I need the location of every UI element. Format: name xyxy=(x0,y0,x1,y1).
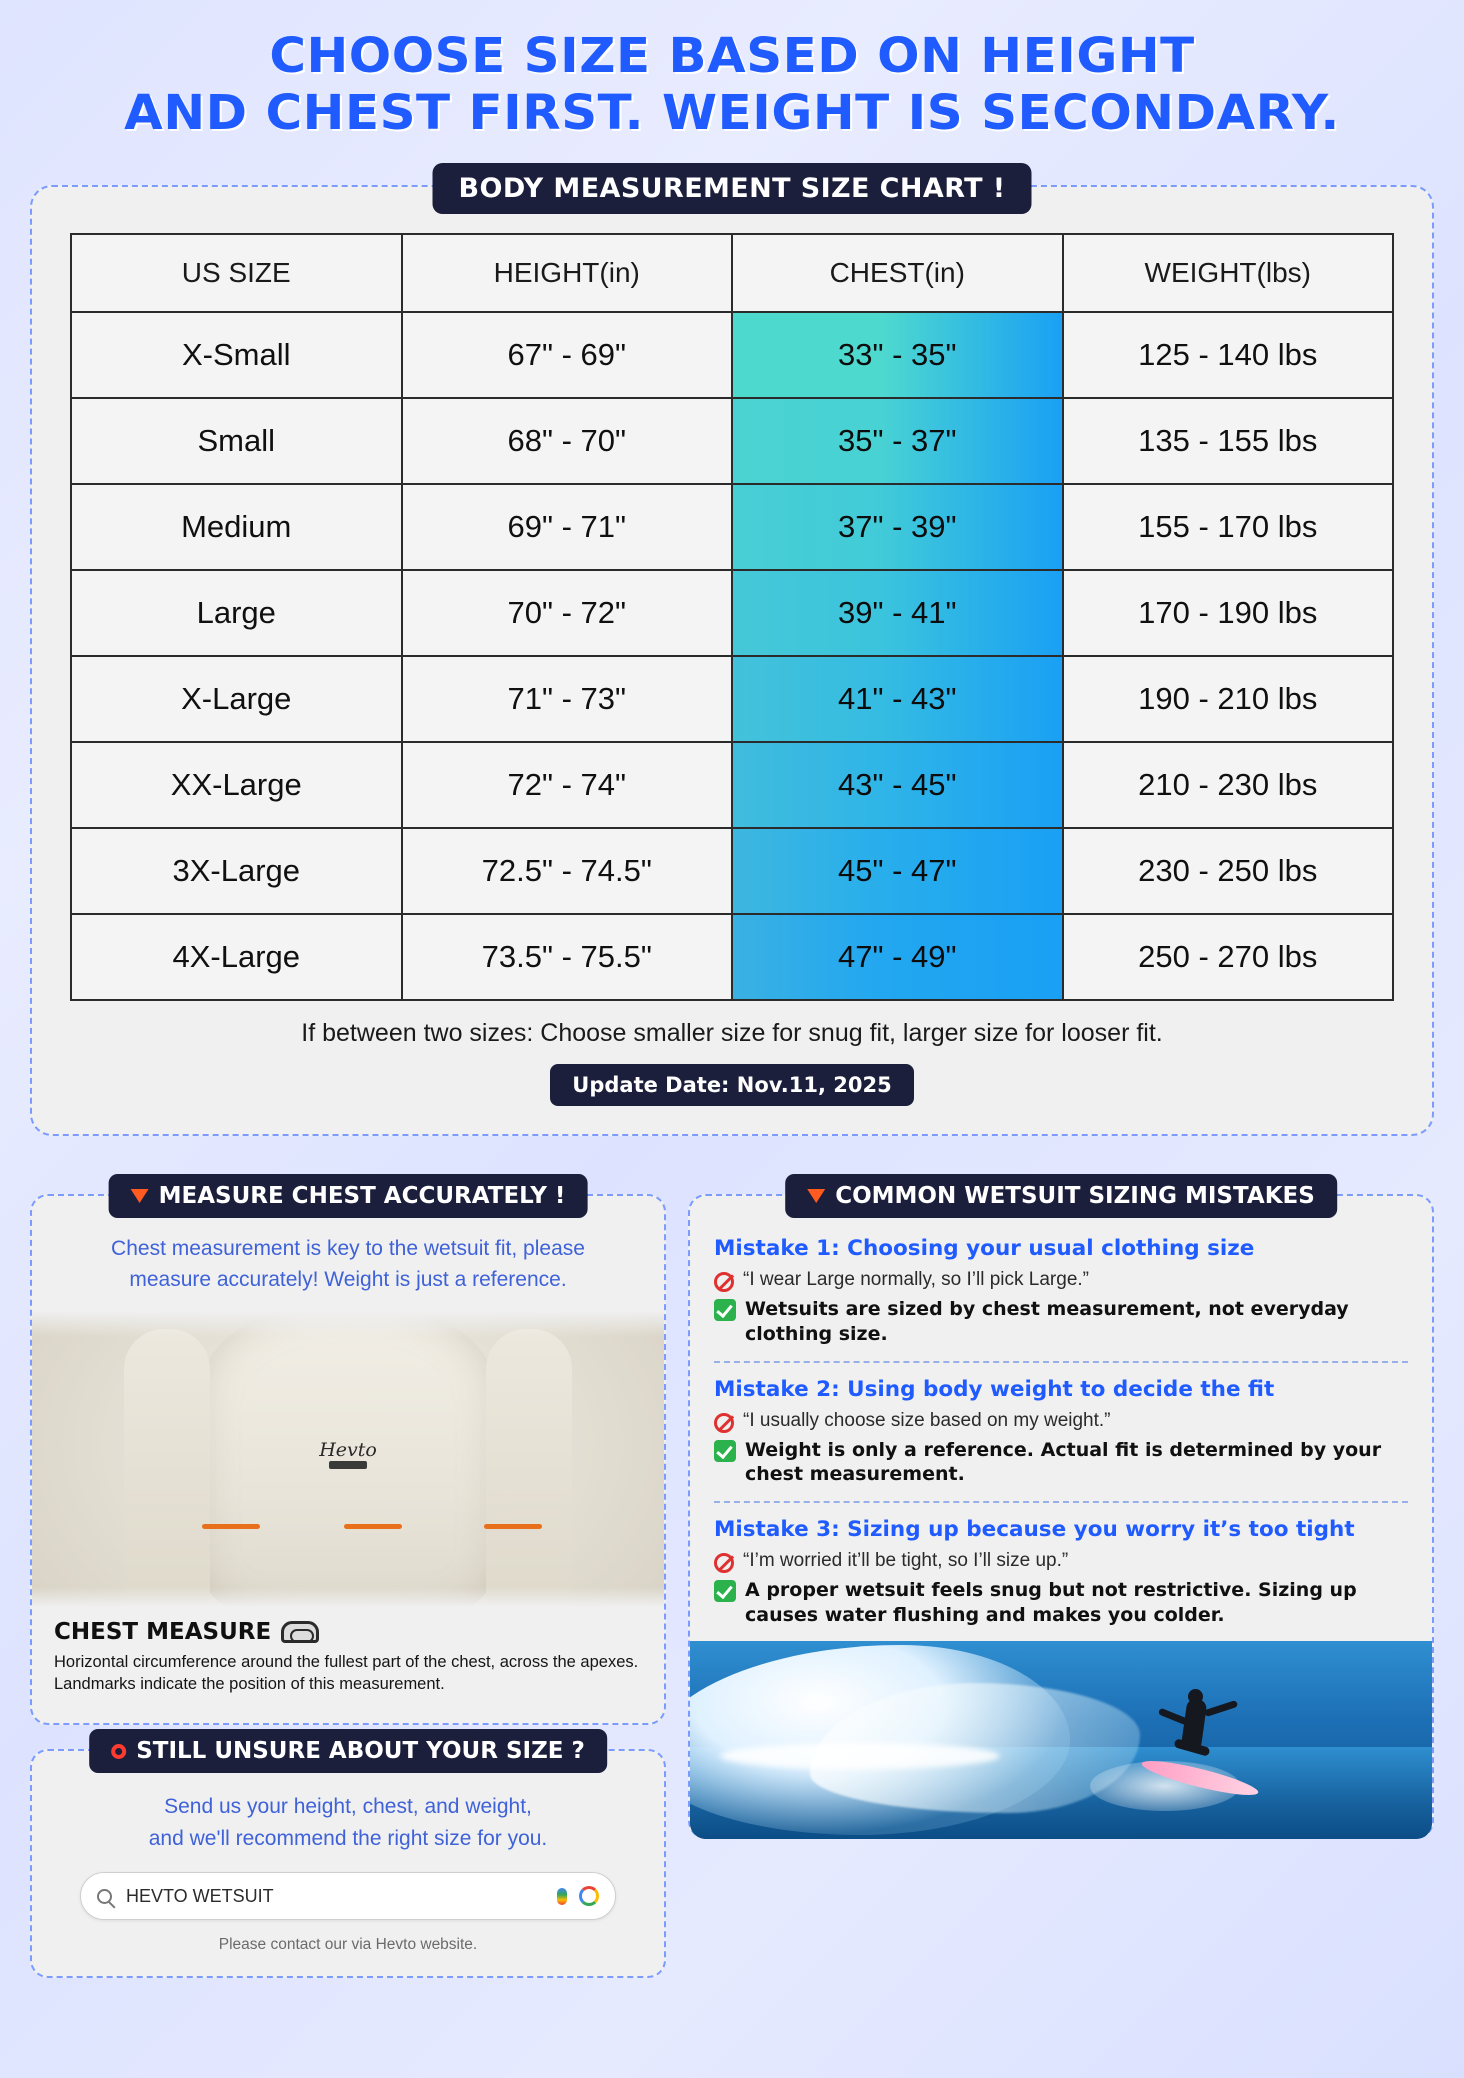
photo-fade-top xyxy=(32,1311,664,1337)
cell-us-size: 3X-Large xyxy=(71,828,402,914)
check-mark-icon xyxy=(714,1440,736,1462)
cell-us-size: X-Large xyxy=(71,656,402,742)
chest-measure-description: Horizontal circumference around the fullest part of the chest, across the apexes. Landmarks indicate the position of this measurement. xyxy=(54,1653,639,1694)
still-unsure-title-text: STILL UNSURE ABOUT YOUR SIZE ? xyxy=(136,1738,585,1765)
photo-fade-bottom xyxy=(32,1587,664,1607)
mistake-good-text: Weight is only a reference. Actual fit is determined by your chest measurement. xyxy=(745,1438,1382,1486)
still-unsure-panel xyxy=(30,1738,666,1978)
common-mistakes-title xyxy=(785,1174,1337,1218)
cell-weight: 135 - 155 lbs xyxy=(1063,398,1394,484)
mistake-good-row xyxy=(714,1438,1408,1487)
size-chart-title: BODY MEASUREMENT SIZE CHART ! xyxy=(433,163,1032,214)
column-header-chest: CHEST(in) xyxy=(732,234,1063,312)
table-row xyxy=(71,828,1393,914)
size-chart-card xyxy=(30,173,1434,1136)
cell-weight: 155 - 170 lbs xyxy=(1063,484,1394,570)
triangle-down-icon xyxy=(131,1189,149,1203)
page-headline xyxy=(0,0,1464,147)
unsure-line-1: Send us your height, chest, and weight, xyxy=(164,1795,532,1819)
cell-chest: 45" - 47" xyxy=(732,828,1063,914)
cell-height: 72.5" - 74.5" xyxy=(402,828,733,914)
mistake-bad-row xyxy=(714,1410,1408,1433)
table-row xyxy=(71,398,1393,484)
mistake-bad-row xyxy=(714,1550,1408,1573)
cell-weight: 190 - 210 lbs xyxy=(1063,656,1394,742)
mistake-good-text: A proper wetsuit feels snug but not restrictive. Sizing up causes water flushing and makes you colder. xyxy=(745,1579,1357,1626)
cell-us-size: Medium xyxy=(71,484,402,570)
cell-chest: 37" - 39" xyxy=(732,484,1063,570)
mistake-item xyxy=(714,1377,1408,1487)
lower-section xyxy=(30,1170,1434,1978)
common-mistakes-body xyxy=(690,1196,1432,1839)
cell-chest: 39" - 41" xyxy=(732,570,1063,656)
mistake-item xyxy=(714,1517,1408,1627)
headline-line-2: AND CHEST FIRST. WEIGHT IS SECONDARY. xyxy=(124,84,1340,141)
search-bar[interactable] xyxy=(80,1872,616,1920)
microphone-icon[interactable] xyxy=(557,1888,567,1905)
check-mark-icon xyxy=(714,1580,736,1602)
torso-photo xyxy=(32,1311,664,1607)
update-date-badge: Update Date: Nov.11, 2025 xyxy=(550,1064,913,1106)
chest-measure-label: CHEST MEASURE xyxy=(54,1619,272,1646)
surfer-photo xyxy=(690,1641,1432,1839)
table-row xyxy=(71,484,1393,570)
still-unsure-title xyxy=(89,1729,607,1773)
measure-chest-title xyxy=(109,1174,588,1218)
column-header-us-size: US SIZE xyxy=(71,234,402,312)
mistake-bad-text: “I’m worried it’ll be tight, so I’ll size up.” xyxy=(743,1550,1069,1571)
cell-weight: 230 - 250 lbs xyxy=(1063,828,1394,914)
cell-weight: 125 - 140 lbs xyxy=(1063,312,1394,398)
section-divider xyxy=(714,1501,1408,1503)
cell-chest: 47" - 49" xyxy=(732,914,1063,1000)
lens-camera-icon[interactable] xyxy=(579,1886,599,1906)
mistake-heading: Mistake 1: Choosing your usual clothing size xyxy=(714,1236,1255,1262)
cell-chest: 41" - 43" xyxy=(732,656,1063,742)
cell-us-size: 4X-Large xyxy=(71,914,402,1000)
unsure-text xyxy=(58,1791,638,1854)
left-column xyxy=(30,1170,666,1978)
mistake-bad-row xyxy=(714,1269,1408,1292)
chest-landmark-tick-right xyxy=(484,1524,542,1529)
record-dot-icon xyxy=(111,1744,126,1759)
triangle-down-icon xyxy=(807,1189,825,1203)
brand-script-text: Hevto xyxy=(319,1439,377,1462)
surfer-figure xyxy=(1160,1689,1240,1779)
mistake-heading: Mistake 3: Sizing up because you worry it’s too tight xyxy=(714,1517,1355,1542)
cell-weight: 210 - 230 lbs xyxy=(1063,742,1394,828)
arm-right-shape xyxy=(486,1329,572,1607)
cell-height: 68" - 70" xyxy=(402,398,733,484)
prohibited-icon xyxy=(714,1553,734,1573)
prohibited-icon xyxy=(714,1272,734,1292)
common-mistakes-panel xyxy=(688,1183,1434,1839)
mistake-good-row xyxy=(714,1297,1408,1346)
cell-us-size: Small xyxy=(71,398,402,484)
size-chart-table xyxy=(70,233,1394,1001)
mistake-good-row xyxy=(714,1578,1408,1627)
arm-left-shape xyxy=(124,1329,210,1607)
search-icon xyxy=(97,1889,112,1904)
cell-height: 69" - 71" xyxy=(402,484,733,570)
table-row xyxy=(71,656,1393,742)
tape-measure-icon xyxy=(281,1621,319,1643)
cell-height: 67" - 69" xyxy=(402,312,733,398)
common-mistakes-title-text: COMMON WETSUIT SIZING MISTAKES xyxy=(835,1183,1315,1210)
chest-landmark-tick-left xyxy=(202,1524,260,1529)
chest-measure-caption-row xyxy=(54,1619,642,1645)
contact-note: Please contact our via Hevto website. xyxy=(218,1936,478,1954)
check-mark-icon xyxy=(714,1299,736,1321)
table-row xyxy=(71,312,1393,398)
measure-intro-line-1: Chest measurement is key to the wetsuit fit, please xyxy=(111,1237,585,1261)
between-sizes-note: If between two sizes: Choose smaller size for snug fit, larger size for looser fit. xyxy=(301,1019,1163,1048)
prohibited-icon xyxy=(714,1413,734,1433)
cell-weight: 250 - 270 lbs xyxy=(1063,914,1394,1000)
mistake-good-text: Wetsuits are sized by chest measurement, not everyday clothing size. xyxy=(745,1298,1349,1345)
right-column xyxy=(688,1170,1434,1839)
measure-chest-body xyxy=(32,1196,664,1723)
chest-landmark-tick-center xyxy=(344,1524,402,1529)
table-row xyxy=(71,570,1393,656)
unsure-line-2: and we'll recommend the right size for you. xyxy=(148,1826,548,1850)
measure-intro xyxy=(54,1234,642,1295)
cell-weight: 170 - 190 lbs xyxy=(1063,570,1394,656)
measure-chest-title-text: MEASURE CHEST ACCURATELY ! xyxy=(158,1183,566,1210)
mistake-bad-text: “I usually choose size based on my weight.” xyxy=(743,1409,1111,1431)
mistake-item xyxy=(714,1236,1408,1346)
column-header-weight: WEIGHT(lbs) xyxy=(1063,234,1394,312)
headline-line-1: CHOOSE SIZE BASED ON HEIGHT xyxy=(269,28,1195,84)
cell-height: 72" - 74" xyxy=(402,742,733,828)
mistake-bad-text: “I wear Large normally, so I’ll pick Large.” xyxy=(743,1269,1089,1291)
cell-height: 70" - 72" xyxy=(402,570,733,656)
mistake-heading: Mistake 2: Using body weight to decide the fit xyxy=(714,1376,1275,1402)
cell-us-size: X-Small xyxy=(71,312,402,398)
cell-height: 73.5" - 75.5" xyxy=(402,914,733,1000)
section-divider xyxy=(714,1361,1408,1363)
brand-bar xyxy=(329,1461,367,1469)
cell-us-size: XX-Large xyxy=(71,742,402,828)
cell-height: 71" - 73" xyxy=(402,656,733,742)
surfer-arm-back xyxy=(1158,1708,1188,1726)
cell-us-size: Large xyxy=(71,570,402,656)
cell-chest: 33" - 35" xyxy=(732,312,1063,398)
still-unsure-body xyxy=(32,1751,664,1976)
measure-intro-line-2: measure accurately! Weight is just a reference. xyxy=(129,1267,567,1291)
table-row xyxy=(71,914,1393,1000)
measure-chest-panel xyxy=(30,1183,666,1725)
table-row xyxy=(71,742,1393,828)
table-header-row xyxy=(71,234,1393,312)
cell-chest: 35" - 37" xyxy=(732,398,1063,484)
surfer-arm-front xyxy=(1204,1700,1238,1717)
search-input[interactable]: HEVTO WETSUIT xyxy=(126,1885,274,1906)
column-header-height: HEIGHT(in) xyxy=(402,234,733,312)
cell-chest: 43" - 45" xyxy=(732,742,1063,828)
